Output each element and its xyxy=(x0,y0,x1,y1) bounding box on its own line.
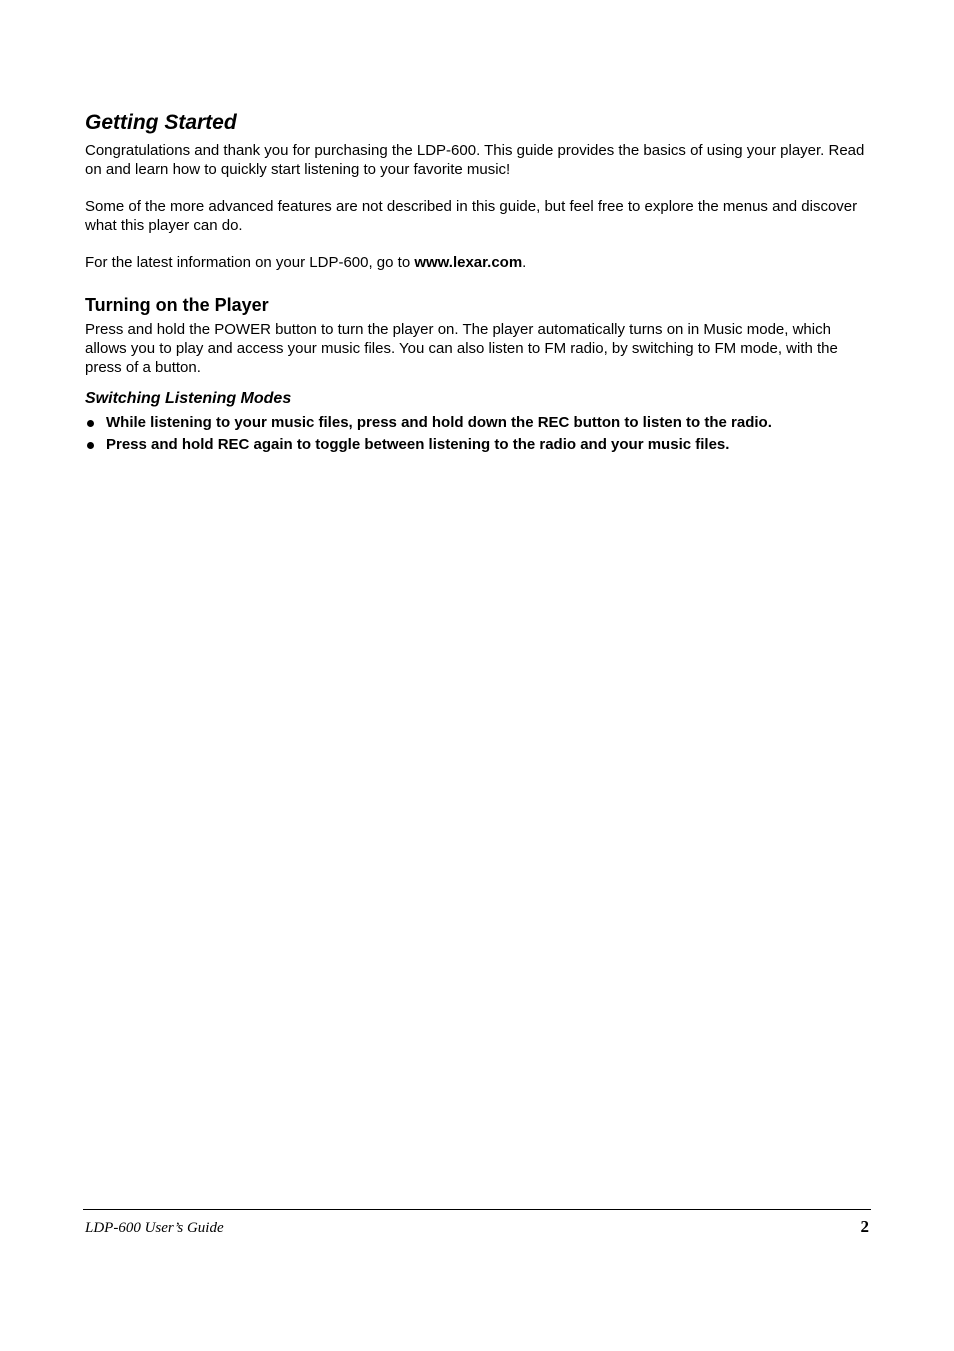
section-heading-turning-on: Turning on the Player xyxy=(85,295,269,315)
list-item-text: While listening to your music files, press and hold down the REC button to listen to the radio. xyxy=(106,414,772,431)
intro-paragraph-2: Some of the more advanced features are not described in this guide, but feel free to explore the menus and discover what this player can do. xyxy=(85,198,858,234)
latest-info-text: For the latest information on your LDP-600, go to xyxy=(85,254,415,271)
latest-info-period: . xyxy=(522,254,527,271)
footer-divider xyxy=(83,1209,871,1210)
intro-paragraph-3 xyxy=(85,253,871,272)
lexar-website-link[interactable]: www.lexar.com xyxy=(414,254,523,271)
bullet-icon xyxy=(87,442,94,449)
intro-paragraph-1: Congratulations and thank you for purchasing the LDP-600. This guide provides the basics of using your player. Read on and learn how to quickly start listening to your favorite music! xyxy=(85,142,865,178)
turning-on-paragraph: Press and hold the POWER button to turn the player on. The player automatically turns on in Music mode, which allows you to play and access your music files. You can also listen to FM radio, by switching to FM mode, with the press of a button. xyxy=(85,321,838,376)
list-item-text: Press and hold REC again to toggle between listening to the radio and your music files. xyxy=(106,436,730,453)
footer-page-number: 2 xyxy=(860,1217,869,1236)
list-item xyxy=(85,412,871,434)
switching-modes-list xyxy=(85,412,871,456)
bullet-icon xyxy=(87,420,94,427)
section-heading-getting-started: Getting Started xyxy=(85,111,237,134)
footer-guide-title: LDP-600 User’s Guide xyxy=(85,1220,224,1236)
subheading-switching-modes: Switching Listening Modes xyxy=(85,390,292,407)
list-item xyxy=(85,434,871,456)
